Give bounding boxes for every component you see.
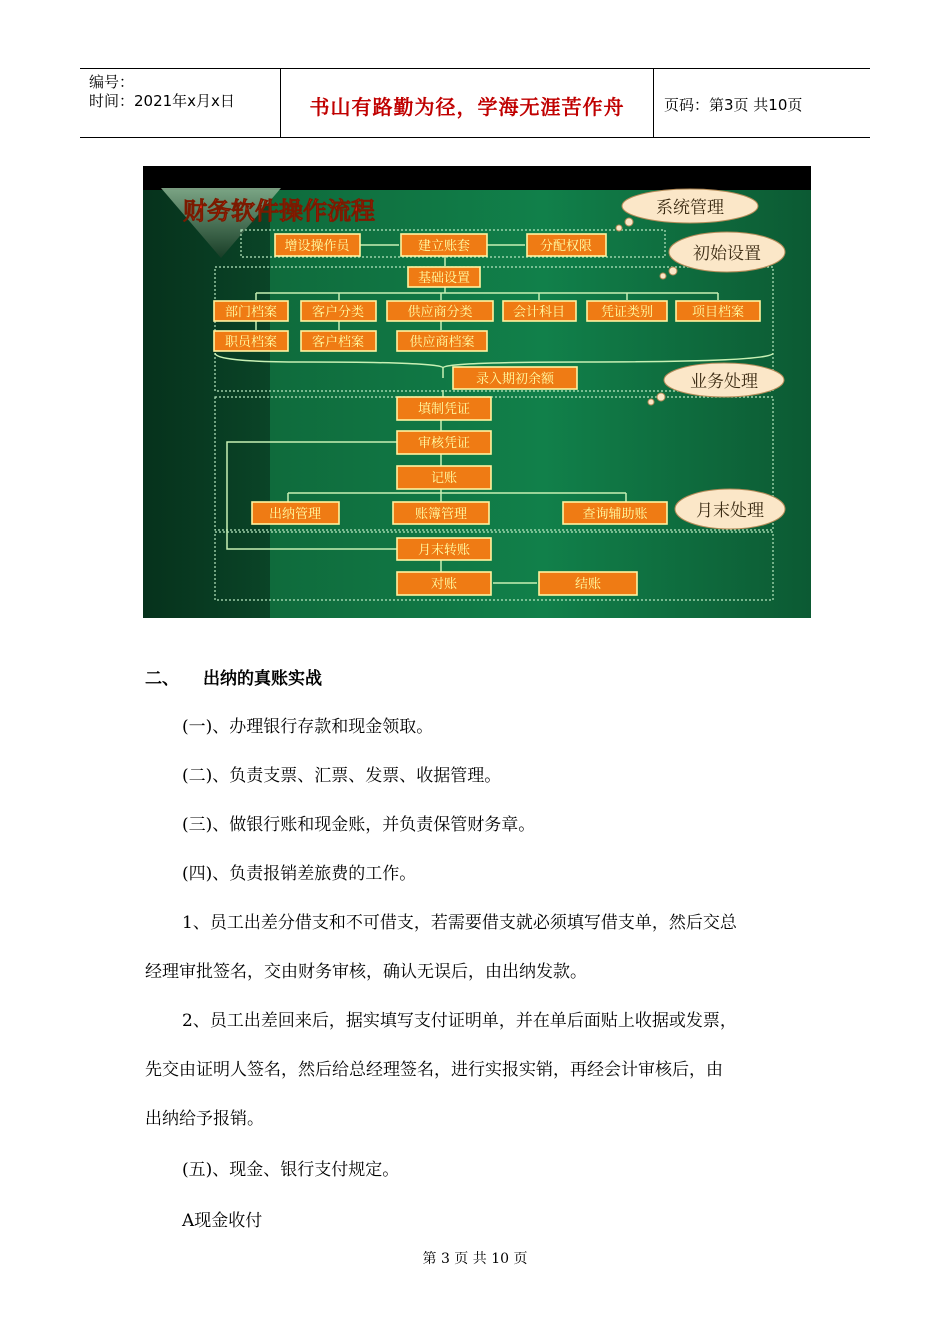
box-dept-file: 部门档案 [224,305,278,320]
paragraph-6-line-2: 先交由证明人签名，然后给总经理签名，进行实报实销，再经会计审核后，由 [145,1060,723,1080]
box-ledger-management: 账簿管理 [414,507,468,522]
paragraph-6-line-3: 出纳给予报销。 [145,1109,264,1129]
accounting-software-flowchart [143,166,811,618]
box-bookkeeping: 记账 [430,471,458,486]
box-opening-balance: 录入期初余额 [475,372,555,387]
paragraph-8: A现金收付 [182,1211,263,1231]
cloud-business-processing: 业务处理 [690,372,758,392]
box-assign-rights: 分配权限 [539,239,593,254]
document-header [80,68,870,138]
header-motto-cell [281,69,654,137]
box-supplier-class: 供应商分类 [407,305,473,320]
motto-text: 书山有路勤为径，学海无涯苦作舟 [309,95,625,119]
box-review-voucher: 审核凭证 [417,436,471,451]
box-customer-file: 客户档案 [311,335,365,350]
box-cashier-management: 出纳管理 [268,507,322,522]
box-query-auxiliary: 查询辅助账 [582,507,648,522]
flowchart-title: 财务软件操作流程 [183,197,375,225]
cloud-initial-settings: 初始设置 [693,244,761,264]
section-number: 二、 [145,669,179,689]
box-close-account: 结账 [574,577,602,592]
section-heading [145,664,322,689]
paragraph-3: (三)、做银行账和现金账，并负责保管财务章。 [182,815,536,835]
document-time-label: 时间：2021年x月x日 [89,92,235,110]
box-fill-voucher: 填制凭证 [417,402,471,417]
box-basic-settings: 基础设置 [417,271,471,286]
paragraph-1: (一)、办理银行存款和现金领取。 [182,717,434,737]
paragraph-5-line-1: 1、员工出差分借支和不可借支，若需要借支就必须填写借支单，然后交总 [182,913,737,933]
box-customer-class: 客户分类 [311,305,365,320]
box-staff-file: 职员档案 [224,335,278,350]
box-voucher-type: 凭证类别 [600,305,654,320]
box-create-account: 建立账套 [417,239,471,254]
box-month-end-transfer: 月末转账 [417,543,471,558]
cloud-system-management: 系统管理 [656,198,724,218]
box-reconcile: 对账 [430,577,458,592]
paragraph-2: (二)、负责支票、汇票、发票、收据管理。 [182,766,502,786]
header-page-info: 页码：第3页 共10页 [664,96,803,114]
box-setup-operator: 增设操作员 [284,239,350,254]
header-page-cell [654,69,870,137]
header-meta-cell [80,69,281,137]
cloud-month-end: 月末处理 [696,501,764,521]
box-project-file: 项目档案 [691,305,745,320]
page-footer: 第 3 页 共 10 页 [422,1251,528,1267]
paragraph-6-line-1: 2、员工出差回来后，据实填写支付证明单，并在单后面贴上收据或发票， [182,1011,737,1031]
box-accounting-subject: 会计科目 [512,305,566,320]
paragraph-5-line-2: 经理审批签名，交由财务审核，确认无误后，由出纳发款。 [145,962,587,982]
box-supplier-file: 供应商档案 [409,335,475,350]
paragraph-7: (五)、现金、银行支付规定。 [182,1160,400,1180]
paragraph-4: (四)、负责报销差旅费的工作。 [182,864,417,884]
section-title: 出纳的真账实战 [203,669,322,689]
document-number-label: 编号： [89,73,135,91]
